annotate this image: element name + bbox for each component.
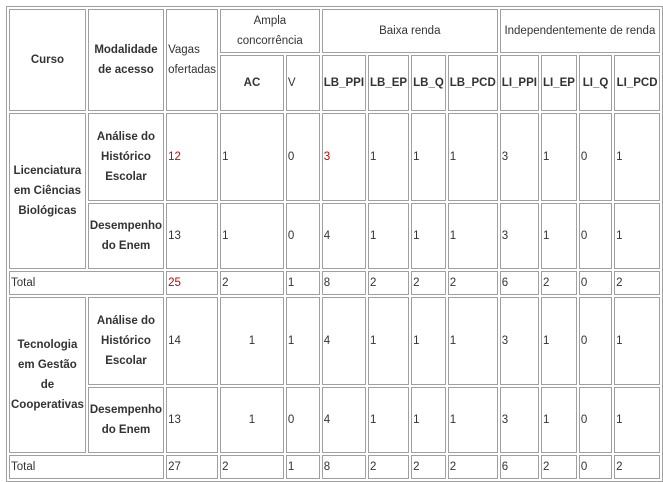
total-cell: 2	[541, 455, 577, 479]
value-cell: 1	[541, 203, 577, 269]
header-curso: Curso	[9, 9, 86, 111]
header-modalidade: Modalidade de acesso	[88, 9, 164, 111]
header-vagas: Vagas ofertadas	[166, 9, 218, 111]
value-cell: 1	[220, 297, 284, 385]
value-cell: 1	[614, 297, 660, 385]
header-col-lb-ppi: LB_PPI	[322, 55, 366, 111]
total-cell: 2	[448, 271, 498, 295]
total-cell: 1	[286, 455, 320, 479]
total-cell: 2	[411, 271, 446, 295]
total-cell: 2	[448, 455, 498, 479]
modalidade-cell: Análise do Histórico Escolar	[88, 297, 164, 385]
header-group-ampla: Ampla concorrência	[220, 9, 320, 53]
modalidade-cell: Desempenho do Enem	[88, 203, 164, 269]
value-cell: 1	[220, 203, 284, 269]
header-group-baixa: Baixa renda	[322, 9, 498, 53]
value-cell: 1	[411, 113, 446, 201]
total-cell: 2	[368, 271, 409, 295]
vagas-cell: 12	[166, 113, 218, 201]
total-cell: 6	[500, 271, 539, 295]
value-cell: 3	[322, 113, 366, 201]
total-vagas: 25	[166, 271, 218, 295]
header-col-ac: AC	[220, 55, 284, 111]
value-cell: 1	[448, 203, 498, 269]
total-cell: 2	[220, 271, 284, 295]
value-cell: 1	[220, 113, 284, 201]
table-row	[9, 203, 660, 269]
value-cell: 1	[411, 203, 446, 269]
total-cell: 8	[322, 455, 366, 479]
total-cell: 1	[286, 271, 320, 295]
vagas-cell: 13	[166, 387, 218, 453]
total-row	[9, 271, 660, 295]
vagas-table	[6, 6, 663, 482]
value-cell: 0	[579, 387, 612, 453]
value-cell: 1	[411, 387, 446, 453]
course-name: Tecnologia em Gestão de Cooperativas	[9, 297, 86, 453]
value-cell: 1	[614, 203, 660, 269]
table-row	[9, 387, 660, 453]
header-group-indep: Independentemente de renda	[500, 9, 660, 53]
value-cell: 0	[286, 203, 320, 269]
value-cell: 4	[322, 387, 366, 453]
value-cell: 1	[448, 113, 498, 201]
value-cell: 0	[579, 203, 612, 269]
modalidade-cell: Desempenho do Enem	[88, 387, 164, 453]
total-cell: 0	[579, 271, 612, 295]
value-cell: 1	[614, 387, 660, 453]
value-cell: 0	[579, 113, 612, 201]
total-cell: 0	[579, 455, 612, 479]
course-name: Licenciatura em Ciências Biológicas	[9, 113, 86, 269]
vagas-cell: 13	[166, 203, 218, 269]
total-cell: 2	[541, 271, 577, 295]
total-row	[9, 455, 660, 479]
table-row	[9, 297, 660, 385]
value-cell: 0	[286, 113, 320, 201]
header-col-li-ppi: LI_PPI	[500, 55, 539, 111]
header-col-v: V	[286, 55, 320, 111]
total-cell: 2	[614, 455, 660, 479]
value-cell: 3	[500, 203, 539, 269]
total-cell: 2	[411, 455, 446, 479]
header-col-li-q: LI_Q	[579, 55, 612, 111]
value-cell: 1	[368, 113, 409, 201]
header-col-lb-q: LB_Q	[411, 55, 446, 111]
value-cell: 1	[614, 113, 660, 201]
total-label: Total	[9, 455, 164, 479]
header-col-li-ep: LI_EP	[541, 55, 577, 111]
value-cell: 1	[541, 113, 577, 201]
header-col-lb-pcd: LB_PCD	[448, 55, 498, 111]
total-cell: 2	[220, 455, 284, 479]
header-row-groups	[9, 9, 660, 53]
value-cell: 1	[541, 387, 577, 453]
total-cell: 8	[322, 271, 366, 295]
value-cell: 1	[286, 297, 320, 385]
value-cell: 4	[322, 203, 366, 269]
vagas-cell: 14	[166, 297, 218, 385]
value-cell: 1	[541, 297, 577, 385]
value-cell: 1	[220, 387, 284, 453]
value-cell: 1	[448, 387, 498, 453]
value-cell: 0	[579, 297, 612, 385]
total-label: Total	[9, 271, 164, 295]
header-col-lb-ep: LB_EP	[368, 55, 409, 111]
value-cell: 1	[368, 297, 409, 385]
value-cell: 1	[448, 297, 498, 385]
table-wrapper	[6, 6, 663, 482]
total-cell: 2	[614, 271, 660, 295]
value-cell: 1	[368, 387, 409, 453]
value-cell: 3	[500, 297, 539, 385]
value-cell: 1	[368, 203, 409, 269]
value-cell: 1	[411, 297, 446, 385]
value-cell: 4	[322, 297, 366, 385]
modalidade-cell: Análise do Histórico Escolar	[88, 113, 164, 201]
total-cell: 2	[368, 455, 409, 479]
value-cell: 3	[500, 387, 539, 453]
header-col-li-pcd: LI_PCD	[614, 55, 660, 111]
value-cell: 0	[286, 387, 320, 453]
table-row	[9, 113, 660, 201]
value-cell: 3	[500, 113, 539, 201]
total-cell: 6	[500, 455, 539, 479]
total-vagas: 27	[166, 455, 218, 479]
